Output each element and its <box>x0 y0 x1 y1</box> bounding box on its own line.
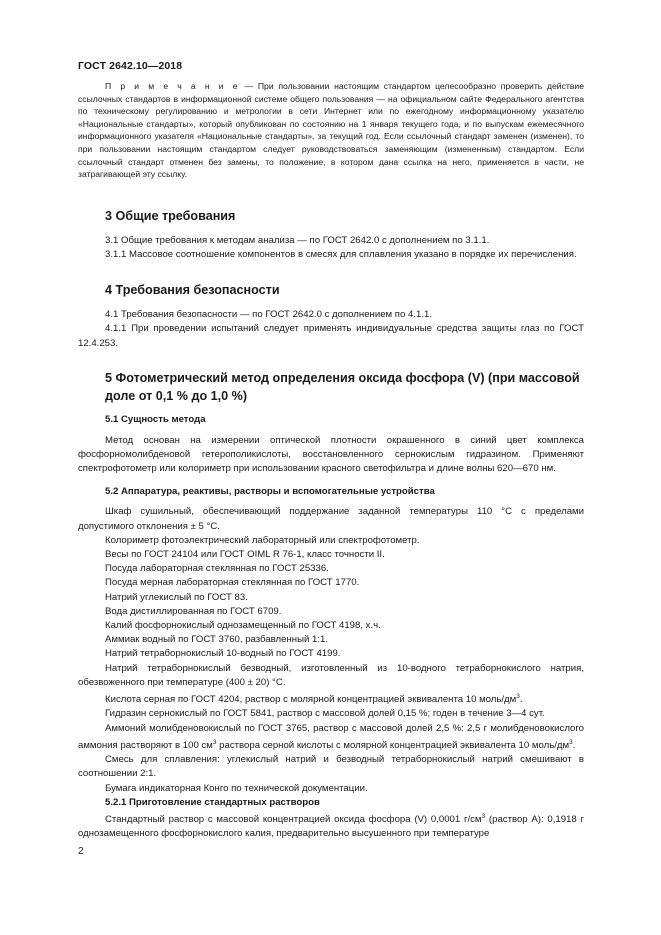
section-5-2-heading: 5.2 Аппаратура, реактивы, растворы и вспомогательные устройства <box>105 486 435 498</box>
equipment-item: Натрий тетраборнокислый 10-водный по ГОСТ 4199. <box>105 648 341 660</box>
section-5-1-text: Метод основан на измерении оптической плотности окрашенного в синий цвет комплекса фосфорномолибденовой гетерополикислоты, восстановленного сернокислым гидразином. Применяют спектрофотометр или колориметр при использовании красного светофильтра и длине волны 620—670 нм. <box>78 434 584 475</box>
item-text: Аммоний молибденовокислый по ГОСТ 3765, раствор с массовой долей 2,5 %: 2,5 г молибденовокислого аммония растворяют в 100 см <box>78 722 584 751</box>
page-content <box>78 80 584 841</box>
equipment-item <box>78 722 584 754</box>
section-5-2-1-heading: 5.2.1 Приготовление стандартных растворов <box>105 796 320 808</box>
equipment-item: Посуда мерная лабораторная стеклянная по ГОСТ 1770. <box>105 577 360 589</box>
equipment-item: Натрий углекислый по ГОСТ 83. <box>105 591 248 603</box>
section-4-1-1: 4.1.1 При проведении испытаний следует применять индивидуальные средства защиты глаз по ГОСТ 12.4.253. <box>78 323 584 349</box>
page-number: 2 <box>78 846 84 857</box>
equipment-item: Бумага индикаторная Конго по технической документации. <box>105 782 368 794</box>
note-paragraph <box>78 80 584 181</box>
equipment-item: Смесь для сплавления: углекислый натрий и безводный тетраборнокислый натрий смешивают в соотношении 2:1. <box>78 754 584 780</box>
section-4-1: 4.1 Требования безопасности — по ГОСТ 2642.0 с дополнением по 4.1.1. <box>105 309 432 321</box>
equipment-item: Аммиак водный по ГОСТ 3760, разбавленный 1:1. <box>105 634 328 646</box>
section-5-heading: 5 Фотометрический метод определения оксида фосфора (V) (при массовой доле от 0,1 % до 1,0 %) <box>105 370 580 403</box>
superscript: 3 <box>481 812 486 820</box>
superscript: 3 <box>569 738 573 746</box>
item-text: . <box>519 694 523 706</box>
item-text: Кислота серная по ГОСТ 4204, раствор с молярной концентрацией эквивалента 10 моль/дм <box>105 694 517 706</box>
note-text: — При пользовании настоящим стандартом целесообразно проверить действие ссылочных стандартов в информационной системе общего пользования — на официальном сайте Федерального агентства по техническому регулированию и метрологии в сети Интернет или по ежегодному информационному указателю «Национальные стандарты», который опубликован по состоянию на 1 января текущего года, и по выпускам ежемесячного информационного указателя «Национальные стандарты», за текущий год. Если ссылочный стандарт заменен (изменен), то при пользовании настоящим стандартом следует руководствоваться заменяющим (измененным) стандартом. Если ссылочный стандарт отменен без замены, то положение, в котором дана ссылка на него, применяется в части, не затрагивающей эту ссылку. <box>78 81 584 180</box>
equipment-item: Вода дистиллированная по ГОСТ 6709. <box>105 605 282 617</box>
section-3-1-1: 3.1.1 Массовое соотношение компонентов в смесях для сплавления указано в порядке их перечисления. <box>105 248 577 260</box>
equipment-item: Натрий тетраборнокислый безводный, изготовленный из 10-водного тетраборнокислого натрия, обезвоженного при температуре (400 ± 20) °С. <box>78 662 584 688</box>
equipment-item <box>78 690 584 707</box>
equipment-item: Посуда лабораторная стеклянная по ГОСТ 25336. <box>105 563 329 575</box>
equipment-item: Шкаф сушильный, обеспечивающий поддержание заданной температуры 110 °С с пределами допустимого отклонения ± 5 °С. <box>78 506 584 532</box>
section-3-1: 3.1 Общие требования к методам анализа — по ГОСТ 2642.0 с дополнением по 3.1.1. <box>105 234 490 246</box>
section-5-2-1-text <box>78 810 584 842</box>
equipment-item: Калий фосфорнокислый однозамещенный по ГОСТ 4198, х.ч. <box>105 620 381 631</box>
equipment-item: Гидразин сернокислый по ГОСТ 5841, раствор с массовой долей 0,15 %; годен в течение 3—4 сут. <box>105 708 545 720</box>
superscript: 3 <box>212 738 217 746</box>
item-text: (раствор А): 0,1918 г однозамещенного фосфорнокислого калия, предварительно высушенного при температуре <box>78 814 585 840</box>
section-3-heading: 3 Общие требования <box>105 208 236 223</box>
document-code: ГОСТ 2642.10—2018 <box>78 60 183 72</box>
section-4-heading: 4 Требования безопасности <box>105 283 280 298</box>
section-5-1-heading: 5.1 Сущность метода <box>105 413 206 425</box>
item-text: раствора серной кислоты с молярной концентрацией эквивалента 10 моль/дм <box>216 740 570 751</box>
superscript: 3 <box>516 693 520 701</box>
item-text: . <box>572 740 576 751</box>
equipment-item: Колориметр фотоэлектрический лабораторный или спектрофотометр. <box>105 534 420 546</box>
equipment-item: Весы по ГОСТ 24104 или ГОСТ OIML R 76-1, класс точности II. <box>105 548 385 560</box>
note-label: П р и м е ч а н и е <box>105 81 240 91</box>
item-text: Стандартный раствор с массовой концентрацией оксида фосфора (V) 0,0001 г/см <box>105 814 482 825</box>
